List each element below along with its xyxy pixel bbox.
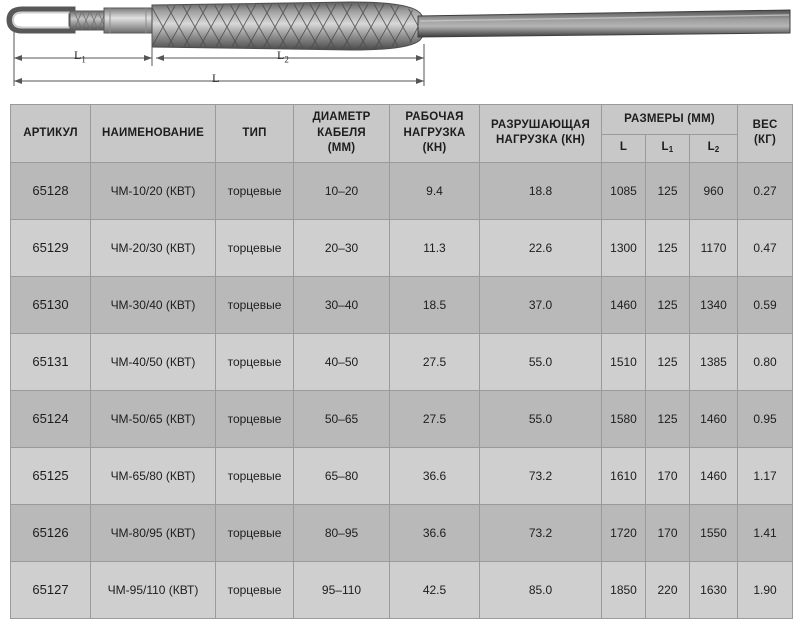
header-type: ТИП <box>216 105 294 163</box>
cell-dim-l1: 125 <box>646 333 690 390</box>
cell-diameter: 65–80 <box>294 447 390 504</box>
cell-diameter: 80–95 <box>294 504 390 561</box>
header-breaking-load <box>480 105 602 163</box>
cell-dim-l1: 125 <box>646 276 690 333</box>
header-cable-diameter-line3: (ММ) <box>327 142 356 155</box>
cell-dim-l: 1300 <box>602 219 646 276</box>
cell-dim-l1: 125 <box>646 162 690 219</box>
cell-weight: 1.41 <box>738 504 793 561</box>
cell-diameter: 30–40 <box>294 276 390 333</box>
cell-dim-l: 1510 <box>602 333 646 390</box>
header-working-load <box>390 105 480 163</box>
cell-breaking-load: 73.2 <box>480 504 602 561</box>
ferrule-sleeve <box>104 8 152 33</box>
dimension-label-l: L <box>212 71 220 85</box>
cell-dim-l: 1085 <box>602 162 646 219</box>
cell-name: ЧМ-50/65 (КВТ) <box>91 390 216 447</box>
cell-article: 65129 <box>11 219 91 276</box>
table-body <box>11 162 793 618</box>
cell-dim-l: 1460 <box>602 276 646 333</box>
cell-breaking-load: 18.8 <box>480 162 602 219</box>
mesh-body <box>150 2 428 50</box>
header-article: АРТИКУЛ <box>11 105 91 163</box>
table-row <box>11 219 793 276</box>
cell-breaking-load: 85.0 <box>480 561 602 618</box>
cell-dim-l2: 1170 <box>690 219 738 276</box>
cell-type: торцевые <box>216 504 294 561</box>
cell-breaking-load: 55.0 <box>480 390 602 447</box>
cell-dim-l: 1580 <box>602 390 646 447</box>
cell-working-load: 36.6 <box>390 504 480 561</box>
cell-diameter: 40–50 <box>294 333 390 390</box>
cell-name: ЧМ-95/110 (КВТ) <box>91 561 216 618</box>
cell-article: 65125 <box>11 447 91 504</box>
header-working-load-line1: РАБОЧАЯ <box>405 111 464 123</box>
cell-type: торцевые <box>216 390 294 447</box>
cable-tail <box>418 10 790 37</box>
header-weight-line2: (КГ) <box>754 134 777 147</box>
header-breaking-load-line2: НАГРУЗКА (КН) <box>495 134 586 147</box>
cell-weight: 1.90 <box>738 561 793 618</box>
header-dimensions: РАЗМЕРЫ (ММ) <box>602 105 738 135</box>
table-row <box>11 561 793 618</box>
cell-name: ЧМ-80/95 (КВТ) <box>91 504 216 561</box>
header-name: НАИМЕНОВАНИЕ <box>91 105 216 163</box>
header-dim-l: L <box>602 134 646 162</box>
cell-working-load: 11.3 <box>390 219 480 276</box>
cell-name: ЧМ-10/20 (КВТ) <box>91 162 216 219</box>
cell-dim-l1: 125 <box>646 390 690 447</box>
cell-diameter: 50–65 <box>294 390 390 447</box>
product-drawing <box>0 0 802 104</box>
cell-weight: 1.17 <box>738 447 793 504</box>
dimension-label-l2: $L_2$ <box>277 48 289 65</box>
header-cable-diameter-line1: ДИАМЕТР <box>312 111 371 123</box>
table-row <box>11 504 793 561</box>
cell-diameter: 20–30 <box>294 219 390 276</box>
table-header-row-1 <box>11 105 793 135</box>
header-dim-l1: $L_1$ <box>646 134 690 162</box>
cell-weight: 0.59 <box>738 276 793 333</box>
cell-dim-l2: 1550 <box>690 504 738 561</box>
cell-dim-l2: 1460 <box>690 447 738 504</box>
header-weight <box>738 105 793 163</box>
cell-breaking-load: 37.0 <box>480 276 602 333</box>
cell-dim-l: 1850 <box>602 561 646 618</box>
cell-type: торцевые <box>216 219 294 276</box>
cable-sock-grip-svg <box>0 0 802 104</box>
header-working-load-line3: (КН) <box>422 142 447 155</box>
cell-dim-l: 1720 <box>602 504 646 561</box>
cell-working-load: 18.5 <box>390 276 480 333</box>
cell-name: ЧМ-20/30 (КВТ) <box>91 219 216 276</box>
cell-type: торцевые <box>216 333 294 390</box>
header-cable-diameter-line2: КАБЕЛЯ <box>317 126 366 139</box>
table-row <box>11 276 793 333</box>
cell-working-load: 36.6 <box>390 447 480 504</box>
cell-article: 65131 <box>11 333 91 390</box>
cell-working-load: 27.5 <box>390 390 480 447</box>
cell-type: торцевые <box>216 162 294 219</box>
header-breaking-load-line1: РАЗРУШАЮЩАЯ <box>490 118 591 131</box>
cell-article: 65124 <box>11 390 91 447</box>
header-weight-line1: ВЕС <box>752 118 778 131</box>
cell-dim-l1: 170 <box>646 504 690 561</box>
cell-weight: 0.95 <box>738 390 793 447</box>
cell-type: торцевые <box>216 447 294 504</box>
specification-table <box>10 104 793 619</box>
cell-working-load: 42.5 <box>390 561 480 618</box>
table-row <box>11 447 793 504</box>
table-row <box>11 333 793 390</box>
cell-dim-l2: 1460 <box>690 390 738 447</box>
cell-dim-l1: 220 <box>646 561 690 618</box>
cell-dim-l1: 125 <box>646 219 690 276</box>
cell-working-load: 27.5 <box>390 333 480 390</box>
cell-dim-l2: 1340 <box>690 276 738 333</box>
braid-shank <box>70 11 106 30</box>
cell-article: 65128 <box>11 162 91 219</box>
cell-dim-l: 1610 <box>602 447 646 504</box>
cell-dim-l2: 1630 <box>690 561 738 618</box>
cell-breaking-load: 55.0 <box>480 333 602 390</box>
header-cable-diameter <box>294 105 390 163</box>
cell-breaking-load: 73.2 <box>480 447 602 504</box>
table-row <box>11 162 793 219</box>
cell-name: ЧМ-65/80 (КВТ) <box>91 447 216 504</box>
cell-weight: 0.47 <box>738 219 793 276</box>
dimension-label-l1: $L_1$ <box>74 48 86 65</box>
cell-breaking-load: 22.6 <box>480 219 602 276</box>
table-row <box>11 390 793 447</box>
cell-working-load: 9.4 <box>390 162 480 219</box>
header-dim-l2: $L_2$ <box>690 134 738 162</box>
cell-type: торцевые <box>216 561 294 618</box>
cell-diameter: 10–20 <box>294 162 390 219</box>
cell-dim-l1: 170 <box>646 447 690 504</box>
header-working-load-line2: НАГРУЗКА <box>403 126 466 139</box>
cell-name: ЧМ-30/40 (КВТ) <box>91 276 216 333</box>
cell-article: 65130 <box>11 276 91 333</box>
cell-diameter: 95–110 <box>294 561 390 618</box>
cell-name: ЧМ-40/50 (КВТ) <box>91 333 216 390</box>
loop-eye <box>10 10 72 30</box>
cell-article: 65126 <box>11 504 91 561</box>
cell-dim-l2: 960 <box>690 162 738 219</box>
cell-article: 65127 <box>11 561 91 618</box>
cell-weight: 0.27 <box>738 162 793 219</box>
cell-weight: 0.80 <box>738 333 793 390</box>
cell-dim-l2: 1385 <box>690 333 738 390</box>
cell-type: торцевые <box>216 276 294 333</box>
